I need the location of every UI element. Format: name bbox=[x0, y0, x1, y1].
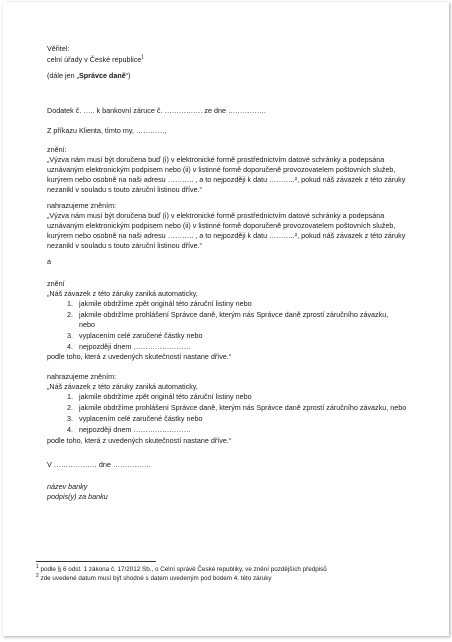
list-item bbox=[59, 299, 388, 309]
list-item bbox=[59, 331, 388, 341]
list-number: 3. bbox=[67, 414, 73, 423]
list-number: 1. bbox=[67, 392, 73, 401]
list-outro: podle toho, která z uvedených skutečností nastane dříve.“ bbox=[47, 436, 232, 445]
alias-prefix: (dále jen „ bbox=[47, 71, 79, 80]
alias-bold: Správce daně bbox=[78, 71, 126, 80]
paragraph-line: kurýrem nebo osobně na naši adresu ……….. , a to nejpozději k datu ………..², pokud náš závazek z této záruky bbox=[47, 175, 406, 184]
list-item bbox=[59, 414, 406, 424]
list-text: nejpozději dnem …………………… bbox=[79, 342, 191, 351]
list-number: 2. bbox=[67, 403, 73, 412]
list-text: jakmile obdržíme prohlášení Správce daně, kterým nás Správce daně zprostí záručního závazku, bbox=[79, 310, 389, 319]
conjunction: a bbox=[47, 257, 51, 266]
creditor-name-text: celní úřady v České republice bbox=[47, 55, 142, 64]
list-number: 1. bbox=[67, 299, 73, 308]
section-replacement-text bbox=[47, 201, 405, 251]
paragraph-line: nezanikl v souladu s touto záruční listinou dříve.“ bbox=[47, 241, 203, 250]
alias-line bbox=[47, 71, 131, 81]
list-item bbox=[59, 310, 388, 330]
paragraph-line: nezanikl v souladu s touto záruční listinou dříve.“ bbox=[47, 185, 203, 194]
list-number: 3. bbox=[67, 331, 73, 340]
mandate-line: Z příkazu Klienta, tímto my, …………, bbox=[47, 126, 167, 135]
place-date-line: V ……………… dne ……………. bbox=[47, 460, 151, 469]
list-text: jakmile obdržíme zpět originál této záruční listiny nebo bbox=[79, 299, 252, 308]
footnote-mark: 1 bbox=[36, 563, 39, 570]
list-item bbox=[59, 425, 406, 435]
footnote-1 bbox=[36, 565, 327, 574]
section-label: nahrazujeme zněním: bbox=[47, 201, 117, 210]
list-text-continuation: nebo bbox=[79, 320, 95, 329]
list-item bbox=[59, 403, 406, 413]
list-text: vyplacením celé zaručené částky nebo bbox=[79, 331, 203, 340]
section-label: znění: bbox=[47, 145, 67, 154]
list-number: 2. bbox=[67, 310, 73, 319]
list-text: vyplacením celé zaručené částky nebo bbox=[79, 414, 203, 423]
paragraph-line: uznávaným elektronickým podpisem nebo (ii) v listinné formě doporučeně provozovatelem poštovních služeb, bbox=[47, 221, 396, 230]
footnote-divider bbox=[36, 561, 156, 562]
section-label: nahrazujeme zněním: bbox=[47, 372, 117, 381]
bank-name: název banky bbox=[47, 482, 88, 491]
list-number: 4. bbox=[67, 342, 73, 351]
footnote-2 bbox=[36, 574, 272, 583]
amendment-line: Dodatek č. ….. k bankovní záruce č. ……………. ze dne ……………. bbox=[47, 106, 266, 115]
termination-list bbox=[59, 392, 406, 435]
list-number: 4. bbox=[67, 425, 73, 434]
footnote-text: podle § 6 odst. 1 zákona č. 17/2012 Sb., o Celní správě České republiky, ve znění pozdějších předpisů bbox=[38, 566, 327, 573]
list-text: jakmile obdržíme prohlášení Správce daně, kterým nás Správce daně zprostí záručního závazku, nebo bbox=[79, 403, 407, 412]
termination-list bbox=[59, 299, 388, 352]
list-outro: podle toho, která z uvedených skutečností nastane dříve.“ bbox=[47, 352, 232, 361]
list-text: nejpozději dnem …………………… bbox=[79, 425, 191, 434]
list-item bbox=[59, 342, 388, 352]
paragraph-line: „Výzva nám musí být doručena buď (i) v elektronické formě prostřednictvím datové schránky a podepsána bbox=[47, 211, 385, 220]
paragraph-line: uznávaným elektronickým podpisem nebo (ii) v listinné formě doporučeně provozovatelem poštovních služeb, bbox=[47, 165, 396, 174]
list-intro: „Náš závazek z této záruky zaniká automaticky, bbox=[47, 289, 198, 298]
list-intro: „Náš závazek z této záruky zaniká automaticky, bbox=[47, 382, 198, 391]
alias-suffix: “) bbox=[125, 71, 131, 80]
creditor-label: Věřitel: bbox=[47, 44, 70, 53]
document-page bbox=[3, 2, 449, 636]
paragraph-line: „Výzva nám musí být doručena buď (i) v elektronické formě prostřednictvím datové schránky a podepsána bbox=[47, 155, 385, 164]
section-label: znění bbox=[47, 279, 65, 288]
footnote-mark: 2 bbox=[36, 572, 39, 579]
footnote-text: zde uvedené datum musí být shodné s datem uvedeným pod bodem 4. této záruky bbox=[38, 575, 272, 582]
list-text: jakmile obdržíme zpět originál této záruční listiny nebo bbox=[79, 392, 252, 401]
footnote-ref-1: 1 bbox=[141, 54, 145, 61]
section-original-text bbox=[47, 145, 405, 195]
bank-signature: podpis(y) za banku bbox=[47, 492, 108, 501]
paragraph-line: kurýrem nebo osobně na naši adresu ……….. , a to nejpozději k datu ………..², pokud náš závazek z této záruky bbox=[47, 231, 406, 240]
creditor-name bbox=[47, 55, 144, 65]
list-item bbox=[59, 392, 406, 402]
